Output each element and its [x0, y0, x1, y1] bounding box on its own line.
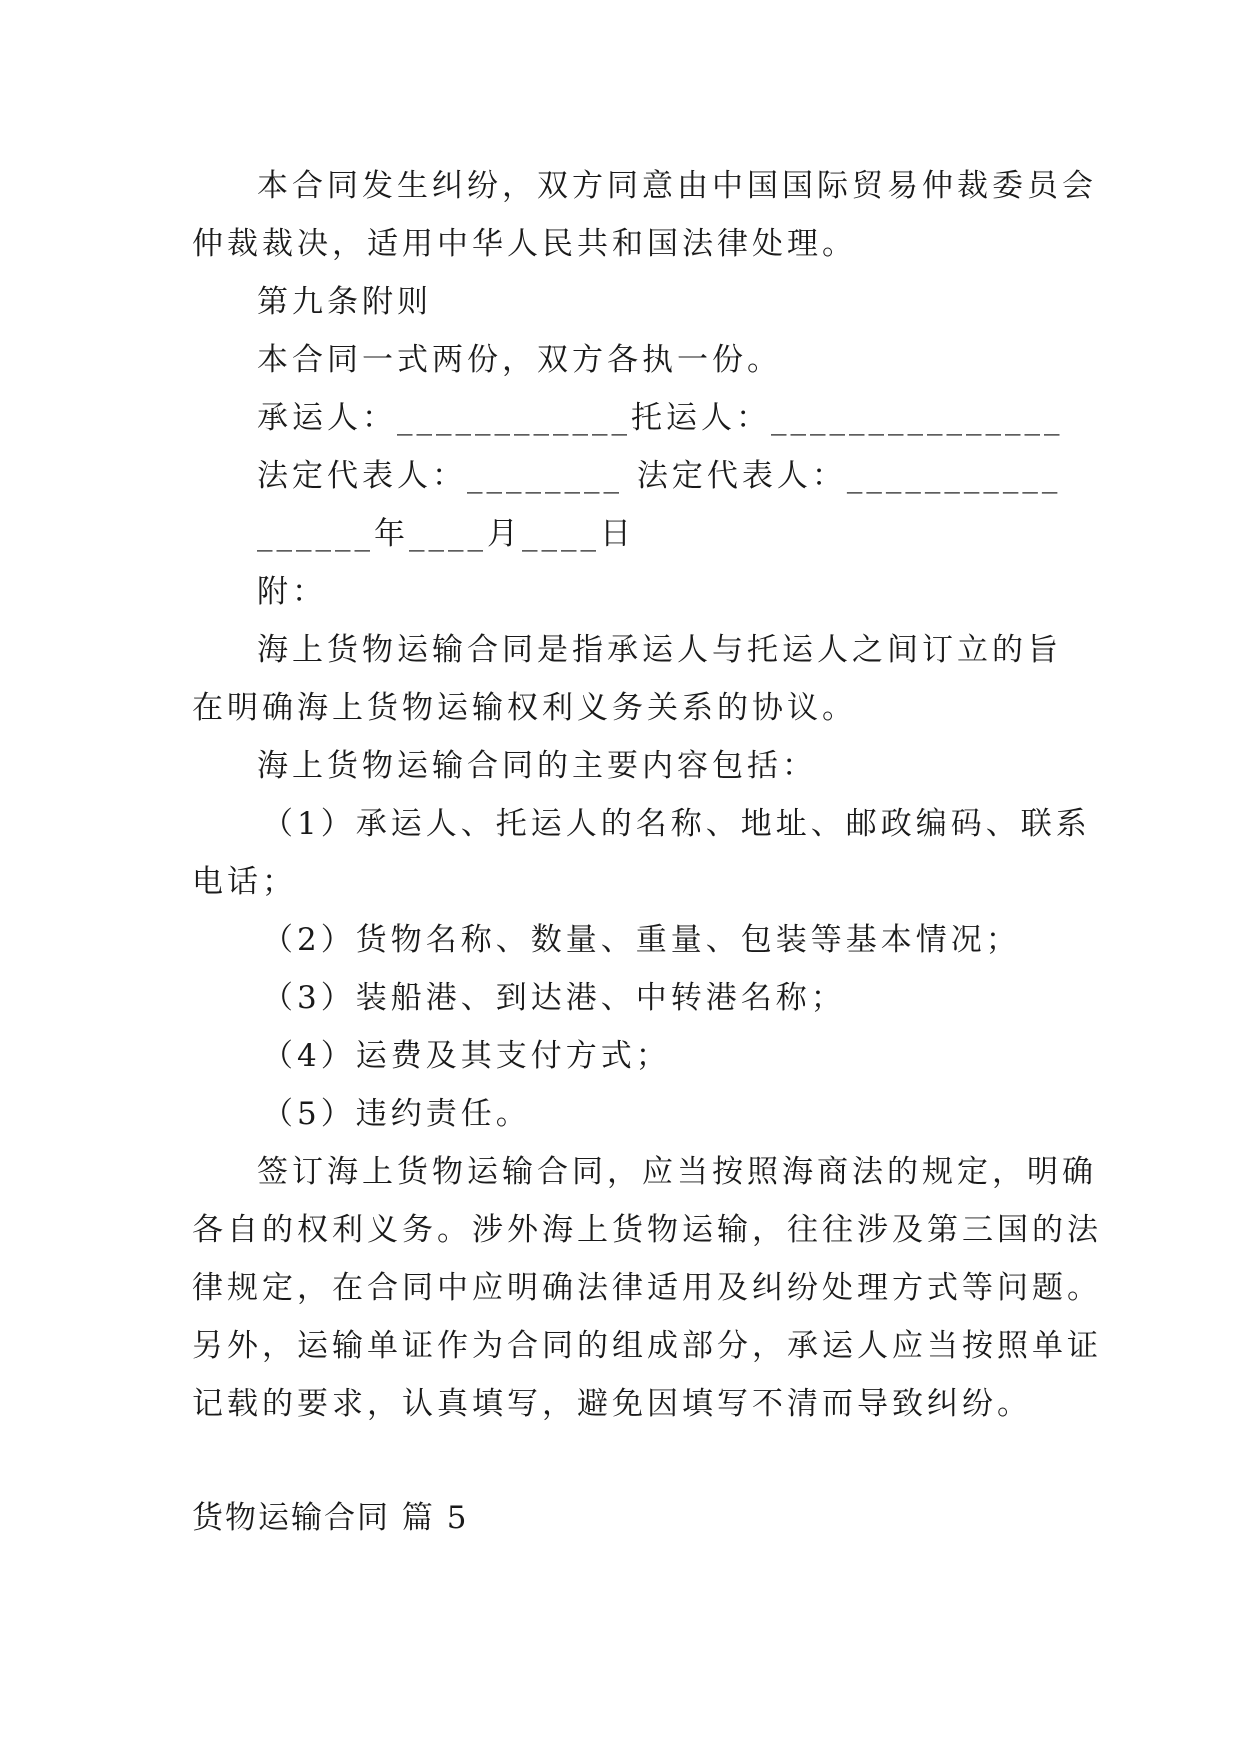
arbitration-clause-line-1: 本合同发生纠纷，双方同意由中国国际贸易仲裁委员会 — [257, 168, 1097, 204]
carrier-shipper-signature-line: 承运人：____________托运人：_______________ — [257, 400, 1064, 436]
list-item-2: （2）货物名称、数量、重量、包装等基本情况； — [262, 922, 1021, 958]
list-item-3: （3）装船港、到达港、中转港名称； — [262, 980, 846, 1016]
contract-definition-line-1: 海上货物运输合同是指承运人与托运人之间订立的旨 — [257, 632, 1062, 668]
legal-representative-signature-line: 法定代表人：________ 法定代表人：___________ — [257, 458, 1062, 494]
appendix-label: 附： — [257, 574, 327, 610]
advice-paragraph-line-1: 签订海上货物运输合同，应当按照海商法的规定，明确 — [257, 1154, 1097, 1190]
arbitration-clause-line-2: 仲裁裁决，适用中华人民共和国法律处理。 — [192, 226, 857, 262]
date-line: ______年____月____日 — [257, 516, 635, 552]
advice-paragraph-line-5: 记载的要求，认真填写，避免因填写不清而导致纠纷。 — [192, 1386, 1032, 1422]
article-9-heading: 第九条附则 — [257, 284, 432, 320]
list-item-5: （5）违约责任。 — [262, 1096, 531, 1132]
list-item-4: （4）运费及其支付方式； — [262, 1038, 671, 1074]
contract-definition-line-2: 在明确海上货物运输权利义务关系的协议。 — [192, 690, 857, 726]
advice-paragraph-line-4: 另外，运输单证作为合同的组成部分，承运人应当按照单证 — [192, 1328, 1102, 1364]
next-section-title: 货物运输合同 篇 5 — [192, 1500, 469, 1536]
advice-paragraph-line-3: 律规定，在合同中应明确法律适用及纠纷处理方式等问题。 — [192, 1270, 1102, 1306]
list-item-1-line-1: （1）承运人、托运人的名称、地址、邮政编码、联系 — [262, 806, 1091, 842]
list-item-1-line-2: 电话； — [192, 864, 297, 900]
advice-paragraph-line-2: 各自的权利义务。涉外海上货物运输，往往涉及第三国的法 — [192, 1212, 1102, 1248]
contents-intro: 海上货物运输合同的主要内容包括： — [257, 748, 817, 784]
copies-clause: 本合同一式两份，双方各执一份。 — [257, 342, 782, 378]
